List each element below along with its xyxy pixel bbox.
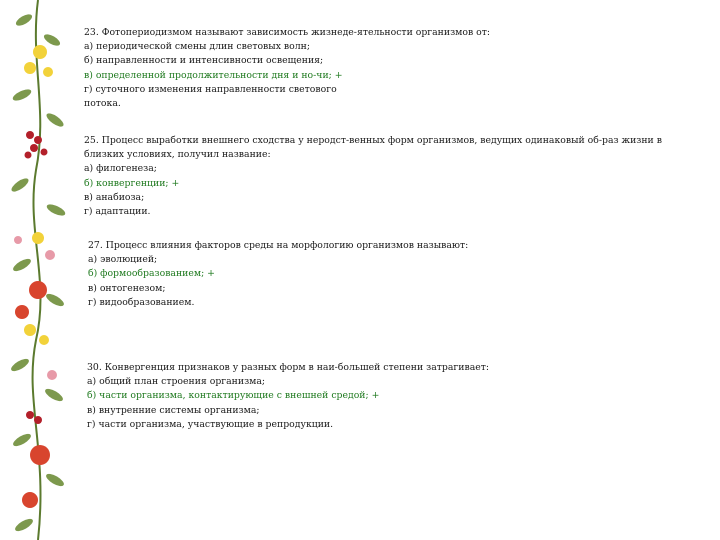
question-27 (88, 239, 468, 310)
floral-border-icon (0, 0, 75, 540)
question-stem: 30. Конвергенция признаков у разных форм в наи-большей степени затрагивает: (87, 362, 490, 373)
question-23 (84, 26, 490, 111)
answer-option: а) филогенеза; (84, 163, 157, 175)
answer-option-continuation: потока. (84, 98, 121, 110)
answer-option: в) онтогенезом; (88, 282, 166, 294)
answer-option: г) видообразованием. (88, 296, 195, 308)
correct-answer-option: б) формообразованием; + (88, 268, 215, 280)
question-25 (84, 134, 694, 219)
answer-option: а) эволюцией; (88, 254, 158, 266)
answer-option: г) части организма, участвующие в репродукции. (87, 418, 334, 430)
correct-answer-option: в) определенной продолжительности дня и но-чи; + (84, 69, 343, 81)
question-stem: 25. Процесс выработки внешнего сходства у неродст-венных форм организмов, ведущих одинаковый об-раз жизни в близких условиях, получил название: (84, 135, 662, 161)
correct-answer-option: б) части организма, контактирующие с внешней средой; + (87, 390, 380, 402)
answer-option: в) анабиоза; (84, 191, 145, 203)
answer-option: а) общий план строения организма; (87, 376, 266, 388)
question-stem: 23. Фотопериодизмом называют зависимость жизнеде-ятельности организмов от: (84, 27, 491, 38)
answer-option: г) суточного изменения направленности светового (84, 83, 337, 95)
question-stem: 27. Процесс влияния факторов среды на морфологию организмов называют: (88, 240, 469, 251)
correct-answer-option: б) конвергенции; + (84, 177, 180, 189)
question-30 (87, 361, 489, 432)
answer-option: г) адаптации. (84, 206, 151, 218)
answer-option: в) внутренние системы организма; (87, 404, 260, 416)
answer-option: а) периодической смены длин световых волн; (84, 41, 310, 53)
answer-option: б) направленности и интенсивности освещения; (84, 55, 324, 67)
